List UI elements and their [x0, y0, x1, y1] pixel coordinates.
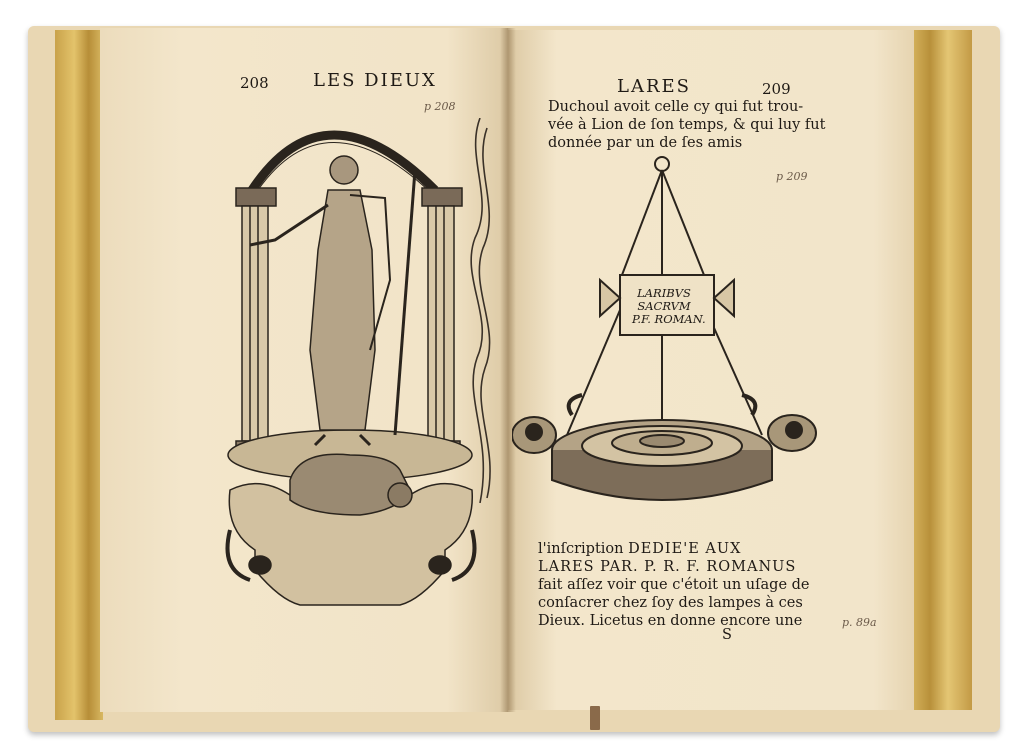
ribbon-bookmark [590, 706, 600, 730]
right-running-head: LARES [617, 76, 691, 97]
intro-line-3: donnée par un de ſes amis [548, 135, 743, 151]
body-line-5: Dieux. Licetus en donne encore une [538, 613, 803, 629]
left-page-number: 208 [240, 74, 269, 92]
body-line-4: conſacrer chez ſoy des lampes à ces [538, 595, 803, 611]
plaque-line-1: LARIBVS [637, 286, 691, 300]
intro-line-1: Duchoul avoit celle cy qui fut trou- [548, 99, 804, 115]
body-line-1-caps: DEDIE'E AUX [628, 541, 742, 557]
left-running-head: LES DIEUX [313, 70, 437, 91]
right-margin-note: p 209 [776, 170, 808, 183]
chain-illustration [455, 118, 505, 503]
body-line-1 [538, 540, 741, 558]
body-line-2-caps: LARES PAR. P. R. F. ROMANUS [538, 559, 797, 575]
bottom-margin-note: p. 89a [842, 616, 877, 629]
left-margin-note: p 208 [424, 100, 456, 113]
lamp-plaque-inscription [632, 286, 706, 326]
intro-line-2: vée à Lion de ſon temps, & qui luy fut [548, 117, 826, 133]
body-line-1-text: l'inſcription [538, 541, 629, 557]
right-page-number: 209 [762, 80, 791, 98]
oil-lamp-engraving [512, 150, 830, 525]
catchword: S [722, 627, 732, 643]
body-line-3: fait aſſez voir que c'étoit un uſage de [538, 577, 810, 593]
plaque-line-3: P.F. ROMAN. [632, 312, 706, 326]
plaque-line-2: SACRVM [637, 299, 691, 313]
right-gilt-page-edges [912, 30, 972, 710]
left-gilt-page-edges [55, 30, 103, 720]
body-line-2 [538, 558, 796, 576]
